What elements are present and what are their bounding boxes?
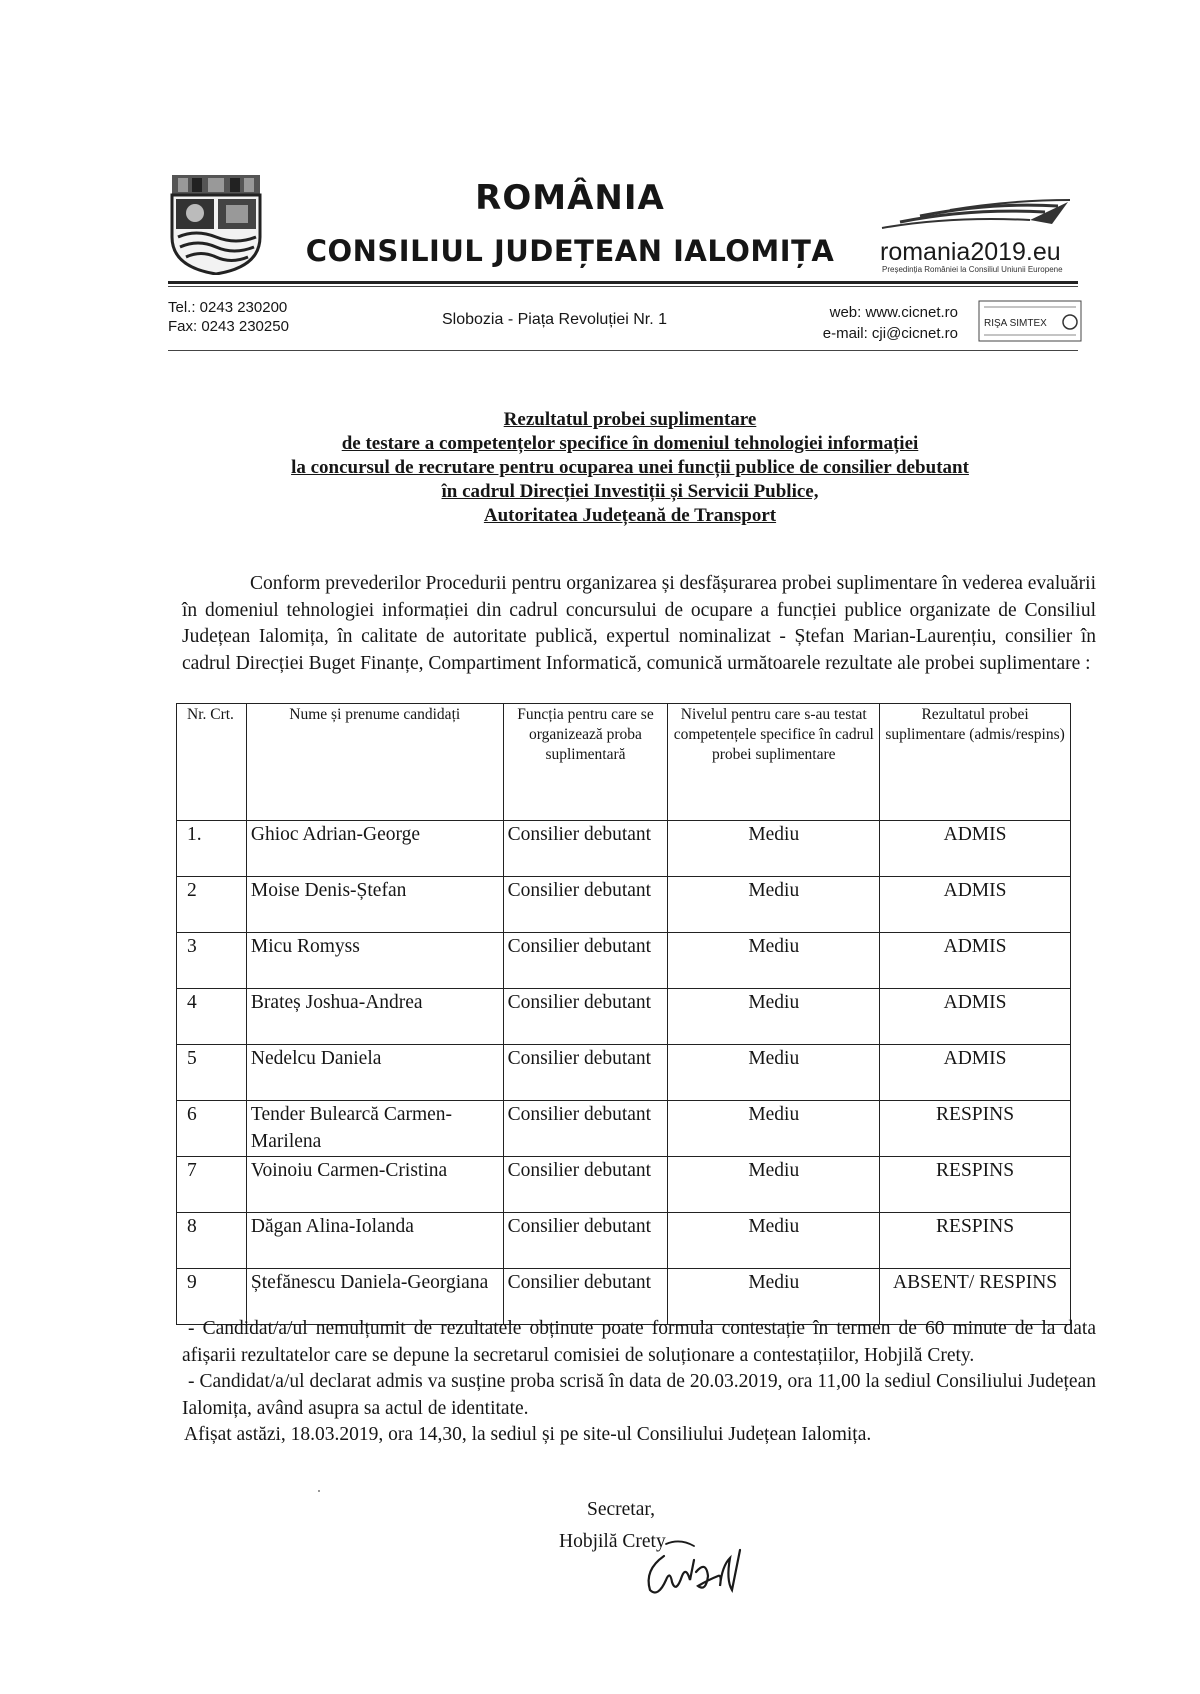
cell-function: Consilier debutant xyxy=(503,1213,668,1269)
title-line-4: în cadrul Direcției Investiții și Servicii Publice, xyxy=(441,481,819,502)
cell-function: Consilier debutant xyxy=(503,933,668,989)
cell-function: Consilier debutant xyxy=(503,1045,668,1101)
cell-function: Consilier debutant xyxy=(503,877,668,933)
cell-function: Consilier debutant xyxy=(503,821,668,877)
cell-name: Voinoiu Carmen-Cristina xyxy=(246,1157,503,1213)
web-email-block xyxy=(786,302,958,344)
signatory-name: Hobjilă Crety xyxy=(559,1531,666,1552)
fax-number: Fax: 0243 230250 xyxy=(168,318,289,335)
cell-result: ADMIS xyxy=(880,821,1071,877)
title-line-2: de testare a competențelor specifice în domeniul tehnologiei informației xyxy=(341,433,919,454)
cell-result: RESPINS xyxy=(880,1157,1071,1213)
cell-function: Consilier debutant xyxy=(503,1157,668,1213)
romania2019-tagline: Președinția României la Consiliul Uniunii Europene xyxy=(882,265,1063,274)
title-line-1: Rezultatul probei suplimentare xyxy=(503,409,757,430)
cell-result: RESPINS xyxy=(880,1101,1071,1157)
notes-section xyxy=(182,1316,1096,1449)
website: web: www.cicnet.ro xyxy=(829,304,958,321)
cell-name: Tender Bulearcă Carmen-Marilena xyxy=(246,1101,503,1157)
contestation-note: - Candidat/a/ul nemulțumit de rezultatele obținute poate formula contestație în termen de 60 minute de la data afișarii rezultatelor care se depune la secretarul comisiei de soluționare a contestațiilor, Hobjilă Crety. xyxy=(182,1318,1096,1366)
cell-level: Mediu xyxy=(668,821,880,877)
written-exam-note: - Candidat/a/ul declarat admis va susține proba scrisă în data de 20.03.2019, ora 11,00 la sediul Consiliului Județean Ialomița, având asupra sa actul de identitate. xyxy=(182,1371,1096,1419)
table-header-row xyxy=(177,704,1071,821)
cell-name: Ștefănescu Daniela-Georgiana xyxy=(246,1269,503,1325)
cell-nr: 7 xyxy=(177,1157,247,1213)
cell-level: Mediu xyxy=(668,933,880,989)
cell-nr: 6 xyxy=(177,1101,247,1157)
cell-result: ADMIS xyxy=(880,877,1071,933)
title-line-5: Autoritatea Județeană de Transport xyxy=(483,505,777,526)
cell-level: Mediu xyxy=(668,1101,880,1157)
header-divider xyxy=(168,281,1078,287)
county-coat-of-arms-icon xyxy=(170,175,262,275)
cell-nr: 1. xyxy=(177,821,247,877)
cell-name: Moise Denis-Ștefan xyxy=(246,877,503,933)
table-row xyxy=(177,821,1071,877)
cell-result: ABSENT/ RESPINS xyxy=(880,1269,1071,1325)
handwritten-signature-icon xyxy=(636,1536,748,1600)
table-row xyxy=(177,1213,1071,1269)
cell-function: Consilier debutant xyxy=(503,1101,668,1157)
letterhead-institution: CONSILIUL JUDEȚEAN IALOMIȚA xyxy=(305,234,835,268)
header-bottom-divider xyxy=(168,350,1078,351)
header-result: Rezultatul probei suplimentare (admis/respins) xyxy=(880,704,1071,821)
cell-level: Mediu xyxy=(668,877,880,933)
cell-function: Consilier debutant xyxy=(503,1269,668,1325)
cell-result: ADMIS xyxy=(880,1045,1071,1101)
phone-number: Tel.: 0243 230200 xyxy=(168,299,288,316)
phone-fax-block xyxy=(168,298,289,336)
header-level: Nivelul pentru care s-au testat competențele specifice în cadrul probei suplimentare xyxy=(668,704,880,821)
cell-name: Ghioc Adrian-George xyxy=(246,821,503,877)
table-row xyxy=(177,877,1071,933)
cell-nr: 8 xyxy=(177,1213,247,1269)
cell-nr: 5 xyxy=(177,1045,247,1101)
table-row xyxy=(177,1157,1071,1213)
scan-speck xyxy=(318,1490,320,1492)
letterhead-country: ROMÂNIA xyxy=(475,178,665,218)
table-row xyxy=(177,933,1071,989)
header-name: Nume și prenume candidați xyxy=(246,704,503,821)
intro-paragraph: Conform prevederilor Procedurii pentru organizarea și desfășurarea probei suplimentare în vederea evaluării în domeniul tehnologiei informației din cadrul concursului de ocupare a funcției publice organizate de Consiliul Județean Ialomița, în calitate de autoritate publică, expertul nominalizat - Ștefan Marian-Laurențiu, consilier în cadrul Direcției Buget Finanțe, Compartiment Informatică, comunică următoarele rezultate ale probei suplimentare : xyxy=(182,573,1096,674)
cell-level: Mediu xyxy=(668,989,880,1045)
svg-text:RIŞA SIMTEX: RIŞA SIMTEX xyxy=(984,318,1047,329)
romania2019-swoosh-icon xyxy=(880,198,1080,236)
cell-name: Dăgan Alina-Iolanda xyxy=(246,1213,503,1269)
header-nr: Nr. Crt. xyxy=(177,704,247,821)
header-function: Funcția pentru care se organizează proba suplimentară xyxy=(503,704,668,821)
cell-nr: 3 xyxy=(177,933,247,989)
title-line-3: la concursul de recrutare pentru ocuparea unei funcții publice de consilier debutant xyxy=(291,457,969,478)
results-table xyxy=(176,703,1071,1325)
cell-level: Mediu xyxy=(668,1269,880,1325)
cell-nr: 4 xyxy=(177,989,247,1045)
table-row xyxy=(177,989,1071,1045)
cell-result: RESPINS xyxy=(880,1213,1071,1269)
cell-nr: 9 xyxy=(177,1269,247,1325)
signatory-role: Secretar, xyxy=(587,1499,655,1520)
cell-result: ADMIS xyxy=(880,933,1071,989)
cell-result: ADMIS xyxy=(880,989,1071,1045)
cell-level: Mediu xyxy=(668,1213,880,1269)
cell-level: Mediu xyxy=(668,1157,880,1213)
cell-name: Nedelcu Daniela xyxy=(246,1045,503,1101)
email: e-mail: cji@cicnet.ro xyxy=(822,325,958,342)
cell-level: Mediu xyxy=(668,1045,880,1101)
document-title xyxy=(200,408,1060,528)
posted-note: Afișat astăzi, 18.03.2019, ora 14,30, la sediul și pe site-ul Consiliului Județean Ialomița. xyxy=(184,1424,872,1445)
romania2019-logo-text: romania2019.eu xyxy=(880,238,1061,266)
address: Slobozia - Piața Revoluției Nr. 1 xyxy=(442,311,667,328)
iso-certification-logo-icon xyxy=(978,300,1082,342)
cell-nr: 2 xyxy=(177,877,247,933)
table-row xyxy=(177,1101,1071,1157)
table-row xyxy=(177,1045,1071,1101)
cell-function: Consilier debutant xyxy=(503,989,668,1045)
cell-name: Micu Romyss xyxy=(246,933,503,989)
cell-name: Brateș Joshua-Andrea xyxy=(246,989,503,1045)
